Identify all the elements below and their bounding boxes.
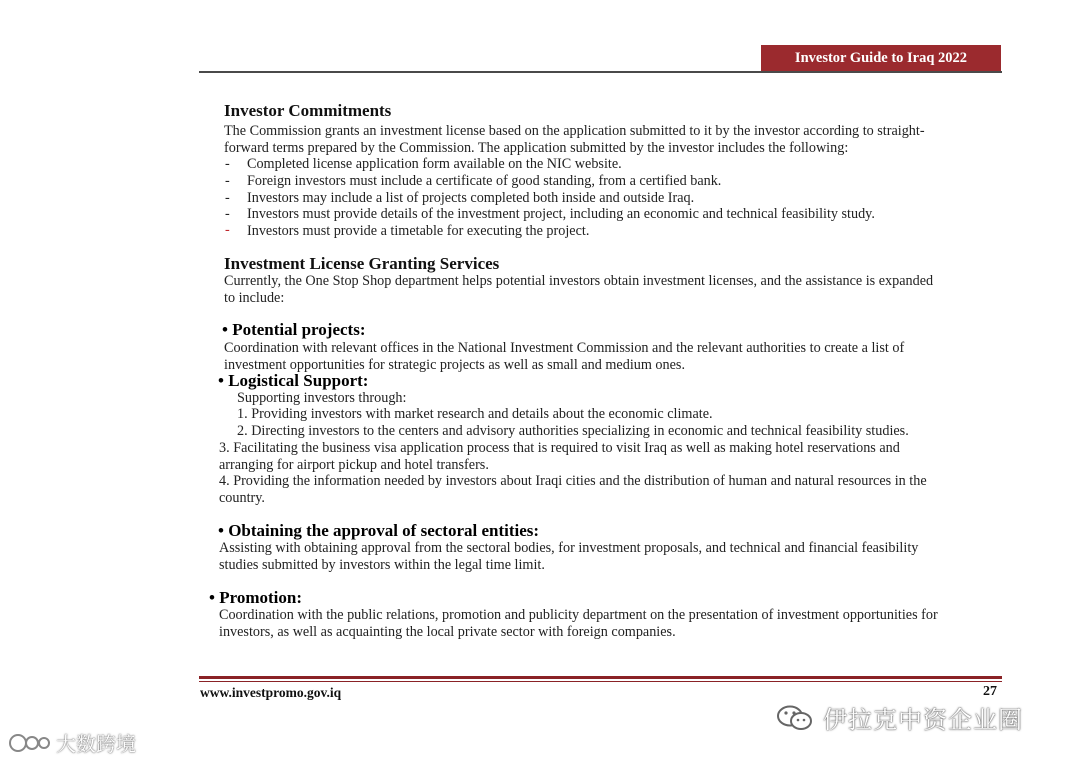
commitments-intro-line2: forward terms prepared by the Commission. The application submitted by the investor includes the following: [224, 140, 849, 156]
watermark-right-text: 伊拉克中资企业圈 [823, 706, 1023, 734]
commitment-item: Foreign investors must include a certificate of good standing, from a certified bank. [247, 173, 722, 189]
bullet-dash: - [225, 173, 230, 189]
logistical-item-cont: arranging for airport pickup and hotel transfers. [219, 457, 489, 473]
potential-line1: Coordination with relevant offices in the National Investment Commission and the relevant authorities to create a list of [224, 340, 905, 356]
promotion-line1: Coordination with the public relations, promotion and publicity department on the presentation of investment opportunities for [219, 607, 938, 623]
footer-url[interactable]: www.investpromo.gov.iq [200, 685, 342, 700]
watermark-left-text: 大数跨境 [56, 732, 136, 756]
bullet-dash: - [225, 190, 230, 206]
logistical-intro: Supporting investors through: [237, 390, 407, 406]
header-rule [199, 71, 1002, 73]
header-title: Investor Guide to Iraq 2022 [761, 45, 1001, 72]
footer-rule-thin [199, 681, 1002, 682]
commitment-item: Investors may include a list of projects completed both inside and outside Iraq. [247, 190, 695, 206]
wechat-icon [775, 703, 815, 733]
watermark-right [775, 700, 1023, 735]
logistical-item: 4. Providing the information needed by investors about Iraqi cities and the distribution of human and natural resources in the [219, 473, 927, 489]
logistical-item: 2. Directing investors to the centers and advisory authorities specializing in economic and technical feasibility studies. [237, 423, 909, 439]
sectoral-line2: studies submitted by investors within the legal time limit. [219, 557, 545, 573]
potential-heading: • Potential projects: [222, 320, 366, 339]
promotion-heading: • Promotion: [209, 588, 302, 607]
services-intro-line2: to include: [224, 290, 285, 306]
sectoral-line1: Assisting with obtaining approval from the sectoral bodies, for investment proposals, and technical and financial feasibility [219, 540, 919, 556]
bullet-dash: - [225, 222, 230, 238]
promotion-line2: investors, as well as acquainting the local private sector with foreign companies. [219, 624, 676, 640]
commitments-intro-line1: The Commission grants an investment license based on the application submitted to it by the investor according to straight- [224, 123, 925, 139]
commitment-item: Investors must provide details of the investment project, including an economic and technical feasibility study. [247, 206, 875, 222]
sectoral-heading: • Obtaining the approval of sectoral entities: [218, 521, 540, 540]
watermark-logo-icon [8, 730, 52, 756]
logistical-item: 3. Facilitating the business visa application process that is required to visit Iraq as well as making hotel reservations and [219, 440, 900, 456]
commitments-heading: Investor Commitments [224, 101, 392, 120]
services-heading: Investment License Granting Services [224, 254, 500, 273]
logistical-item: 1. Providing investors with market research and details about the economic climate. [237, 406, 713, 422]
commitment-item: Completed license application form available on the NIC website. [247, 156, 622, 172]
watermark-left [8, 728, 136, 757]
services-intro-line1: Currently, the One Stop Shop department helps potential investors obtain investment licenses, and the assistance is expanded [224, 273, 934, 289]
potential-line2: investment opportunities for strategic projects as well as small and medium ones. [224, 357, 685, 373]
page-number: 27 [983, 684, 997, 699]
logistical-heading: • Logistical Support: [218, 371, 369, 390]
logistical-item-cont: country. [219, 490, 265, 506]
bullet-dash: - [225, 156, 230, 172]
footer-rule [199, 676, 1002, 679]
commitment-item: Investors must provide a timetable for executing the project. [247, 223, 590, 239]
bullet-dash: - [225, 206, 230, 222]
